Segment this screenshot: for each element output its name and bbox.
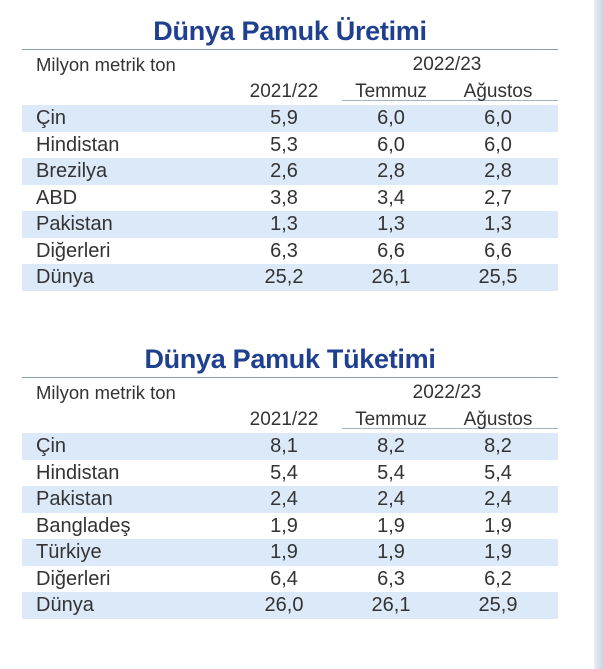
- table-row: [22, 566, 558, 593]
- value-cell: 2,7: [484, 186, 512, 209]
- value-cell: 6,2: [484, 567, 512, 590]
- value-cell: 5,4: [377, 461, 405, 484]
- right-edge-shadow: [594, 0, 604, 669]
- value-cell: 2,4: [484, 488, 512, 510]
- table-row: [22, 433, 558, 460]
- value-cell: 1,3: [377, 213, 405, 235]
- table-row: [22, 132, 558, 159]
- value-cell: 6,6: [484, 239, 512, 262]
- value-cell: 25,2: [264, 266, 304, 288]
- value-cell: 6,6: [377, 239, 405, 262]
- unit-label: Milyon metrik ton: [36, 382, 176, 403]
- table-row: [22, 486, 558, 513]
- col-temmuz: Temmuz: [355, 80, 427, 102]
- unit-season-row: [22, 52, 558, 79]
- unit-season-row: [22, 380, 558, 407]
- table-row: [22, 158, 558, 185]
- column-header-row: [22, 407, 558, 434]
- table-row: [22, 185, 558, 212]
- unit-label: Milyon metrik ton: [36, 54, 176, 75]
- country-name: Diğerleri: [36, 567, 111, 590]
- country-name: ABD: [36, 186, 78, 209]
- country-name: Pakistan: [36, 213, 113, 235]
- value-cell: 6,0: [484, 133, 512, 156]
- col-2021-22: 2021/22: [249, 80, 319, 102]
- value-cell: 2,4: [270, 488, 298, 510]
- value-cell: 1,9: [484, 541, 512, 563]
- table-row: [22, 211, 558, 238]
- value-cell: 26,1: [371, 594, 411, 616]
- top-rule: [22, 377, 558, 378]
- value-cell: 8,2: [377, 435, 405, 457]
- value-cell: 2,4: [377, 488, 405, 510]
- value-cell: 5,4: [270, 461, 298, 484]
- consumption-table: [22, 344, 558, 619]
- table-row: [22, 238, 558, 265]
- country-name: Çin: [36, 435, 67, 457]
- value-cell: 1,3: [484, 213, 512, 235]
- value-cell: 8,1: [270, 435, 298, 457]
- value-cell: 2,8: [484, 160, 512, 182]
- table-row: [22, 460, 558, 487]
- value-cell: 6,0: [484, 107, 512, 129]
- value-cell: 26,1: [371, 266, 411, 288]
- value-cell: 1,3: [270, 213, 298, 235]
- value-cell: 6,0: [377, 133, 405, 156]
- value-cell: 1,9: [270, 514, 298, 537]
- value-cell: 3,8: [270, 186, 298, 209]
- country-name: Pakistan: [36, 488, 113, 510]
- value-cell: 2,6: [270, 160, 298, 182]
- value-cell: 1,9: [377, 541, 405, 563]
- country-name: Dünya: [36, 266, 94, 288]
- value-cell: 1,9: [484, 514, 512, 537]
- top-rule: [22, 49, 558, 50]
- production-rows: [22, 105, 558, 291]
- column-header-row: [22, 79, 558, 106]
- col-agustos: Ağustos: [463, 80, 533, 102]
- value-cell: 5,4: [484, 461, 512, 484]
- value-cell: 5,9: [270, 107, 298, 129]
- col-agustos: Ağustos: [463, 408, 533, 430]
- value-cell: 6,4: [270, 567, 298, 590]
- table-row: [22, 264, 558, 291]
- season-label: 2022/23: [412, 382, 482, 403]
- value-cell: 1,9: [377, 514, 405, 537]
- value-cell: 26,0: [264, 594, 304, 616]
- country-name: Hindistan: [36, 461, 120, 484]
- season-label: 2022/23: [412, 54, 482, 75]
- value-cell: 25,9: [478, 594, 518, 616]
- country-name: Diğerleri: [36, 239, 111, 262]
- value-cell: 2,8: [377, 160, 405, 182]
- country-name: Türkiye: [36, 541, 102, 563]
- value-cell: 6,0: [377, 107, 405, 129]
- production-title: Dünya Pamuk Üretimi: [153, 16, 427, 46]
- value-cell: 25,5: [478, 266, 518, 288]
- table-row: [22, 513, 558, 540]
- col-temmuz: Temmuz: [355, 408, 427, 430]
- production-table: [22, 16, 558, 291]
- value-cell: 3,4: [377, 186, 405, 209]
- col-2021-22: 2021/22: [249, 408, 319, 430]
- country-name: Hindistan: [36, 133, 120, 156]
- table-row: [22, 539, 558, 566]
- country-name: Brezilya: [36, 160, 108, 182]
- value-cell: 1,9: [270, 541, 298, 563]
- table-row: [22, 592, 558, 619]
- country-name: Bangladeş: [36, 514, 131, 537]
- value-cell: 8,2: [484, 435, 512, 457]
- value-cell: 5,3: [270, 133, 298, 156]
- consumption-title: Dünya Pamuk Tüketimi: [144, 344, 436, 374]
- table-row: [22, 105, 558, 132]
- value-cell: 6,3: [377, 567, 405, 590]
- country-name: Çin: [36, 107, 67, 129]
- value-cell: 6,3: [270, 239, 298, 262]
- consumption-rows: [22, 433, 558, 619]
- country-name: Dünya: [36, 594, 94, 616]
